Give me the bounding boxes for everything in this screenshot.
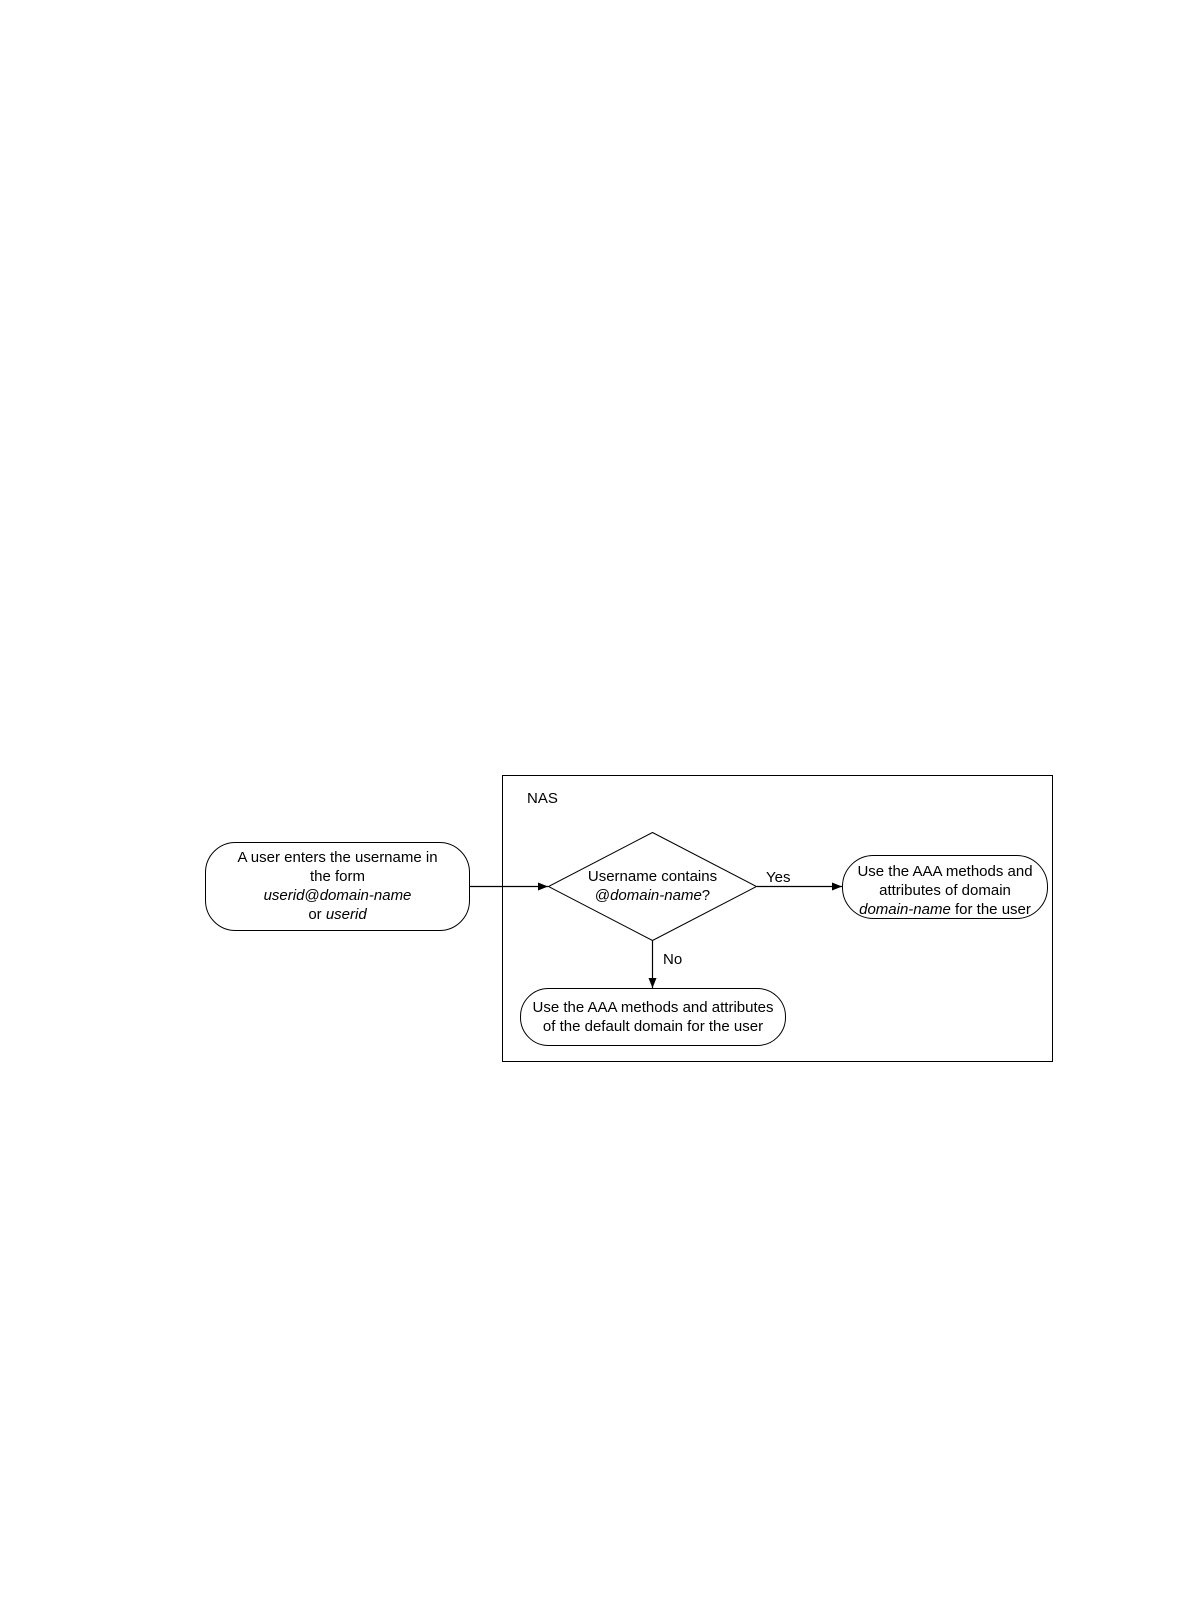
decision-text	[572, 867, 733, 905]
nas-label: NAS	[527, 790, 558, 807]
yes-node-text	[842, 862, 1048, 919]
yes-node-line2: attributes of domain	[879, 882, 1011, 899]
no-node-line1: Use the AAA methods and attributes	[532, 999, 774, 1016]
decision-line2	[572, 886, 733, 905]
yes-edge-label: Yes	[766, 869, 791, 886]
yes-node-for-user: for the user	[950, 901, 1031, 918]
decision-line1: Username contains	[587, 868, 718, 885]
start-node-text	[205, 848, 470, 924]
yes-node-line1: Use the AAA methods and	[857, 863, 1033, 880]
yes-node-line3	[842, 900, 1048, 919]
start-node-userid: userid	[263, 887, 305, 904]
decision-at: @	[594, 887, 611, 904]
no-node-text	[520, 998, 786, 1036]
start-node-line1: A user enters the username in	[237, 849, 438, 866]
start-node-line2: the form	[309, 868, 366, 885]
no-edge-label: No	[663, 951, 683, 968]
yes-node-domain-name: domain-name	[859, 901, 951, 918]
no-node-line2: of the default domain for the user	[542, 1018, 764, 1035]
start-node-line3	[205, 886, 470, 905]
start-node-domain-name: domain-name	[319, 887, 412, 904]
decision-domain-name: domain-name	[610, 887, 702, 904]
start-node-at: @	[304, 887, 320, 904]
start-node-or: or	[308, 906, 326, 923]
decision-question: ?	[701, 887, 711, 904]
start-node-line4	[205, 905, 470, 924]
start-node-userid-alt: userid	[325, 906, 367, 923]
